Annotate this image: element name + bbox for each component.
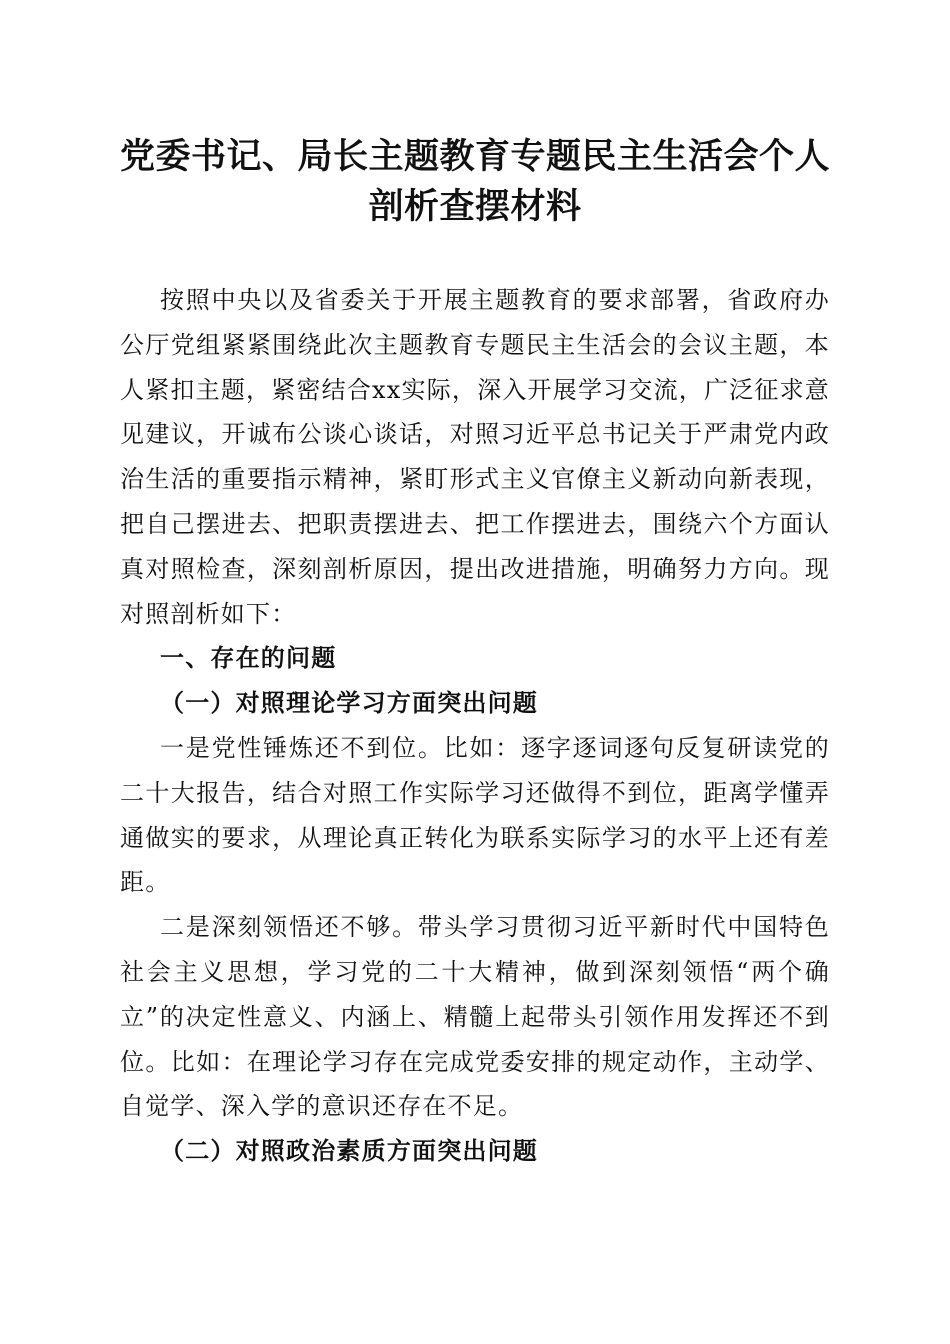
point-1-text: 比如：逐字逐词逐句反复研读党的二十大报告，结合对照工作实际学习还做得不到位，距离学懂弄通做实的要求，从理论真正转化为联系实际学习的水平上还有差距。 <box>120 733 831 897</box>
document-body <box>120 278 830 1174</box>
title-line-1: 党委书记、局长主题教育专题民主生活会个人 <box>119 136 830 177</box>
subsection-heading-theory-study: （一）对照理论学习方面突出问题 <box>160 688 538 718</box>
title-line-2: 剖析查摆材料 <box>368 186 582 227</box>
point-1-lead: 一是党性锤炼还不到位。 <box>160 733 444 762</box>
point-paragraph-2 <box>120 905 830 1129</box>
subsection-heading-political-quality: （二）对照政治素质方面突出问题 <box>160 1136 538 1166</box>
intro-paragraph: 按照中央以及省委关于开展主题教育的要求部署，省政府办公厅党组紧紧围绕此次主题教育专题民主生活会的会议主题，本人紧扣主题，紧密结合xx实际，深入开展学习交流，广泛征求意见建议，开诚布公谈心谈话，对照习近平总书记关于严肃党内政治生活的重要指示精神，紧盯形式主义官僚主义新动向新表现，把自己摆进去、把职责摆进去、把工作摆进去，围绕六个方面认真对照检查，深刻剖析原因，提出改进措施，明确努力方向。现对照剖析如下： <box>120 286 830 628</box>
point-paragraph-1 <box>120 726 830 905</box>
document-title <box>100 132 850 232</box>
section-heading-problems: 一、存在的问题 <box>160 644 337 673</box>
point-2-text: 带头学习贯彻习近平新时代中国特色社会主义思想，学习党的二十大精神，做到深刻领悟“两个确立”的决定性意义、内涵上、精髓上起带头引领作用发挥还不到位。比如：在理论学习存在完成党委安排的规定动作，主动学、自觉学、深入学的意识还存在不足。 <box>120 913 830 1121</box>
point-2-lead: 二是深刻领悟还不够。 <box>160 913 418 942</box>
